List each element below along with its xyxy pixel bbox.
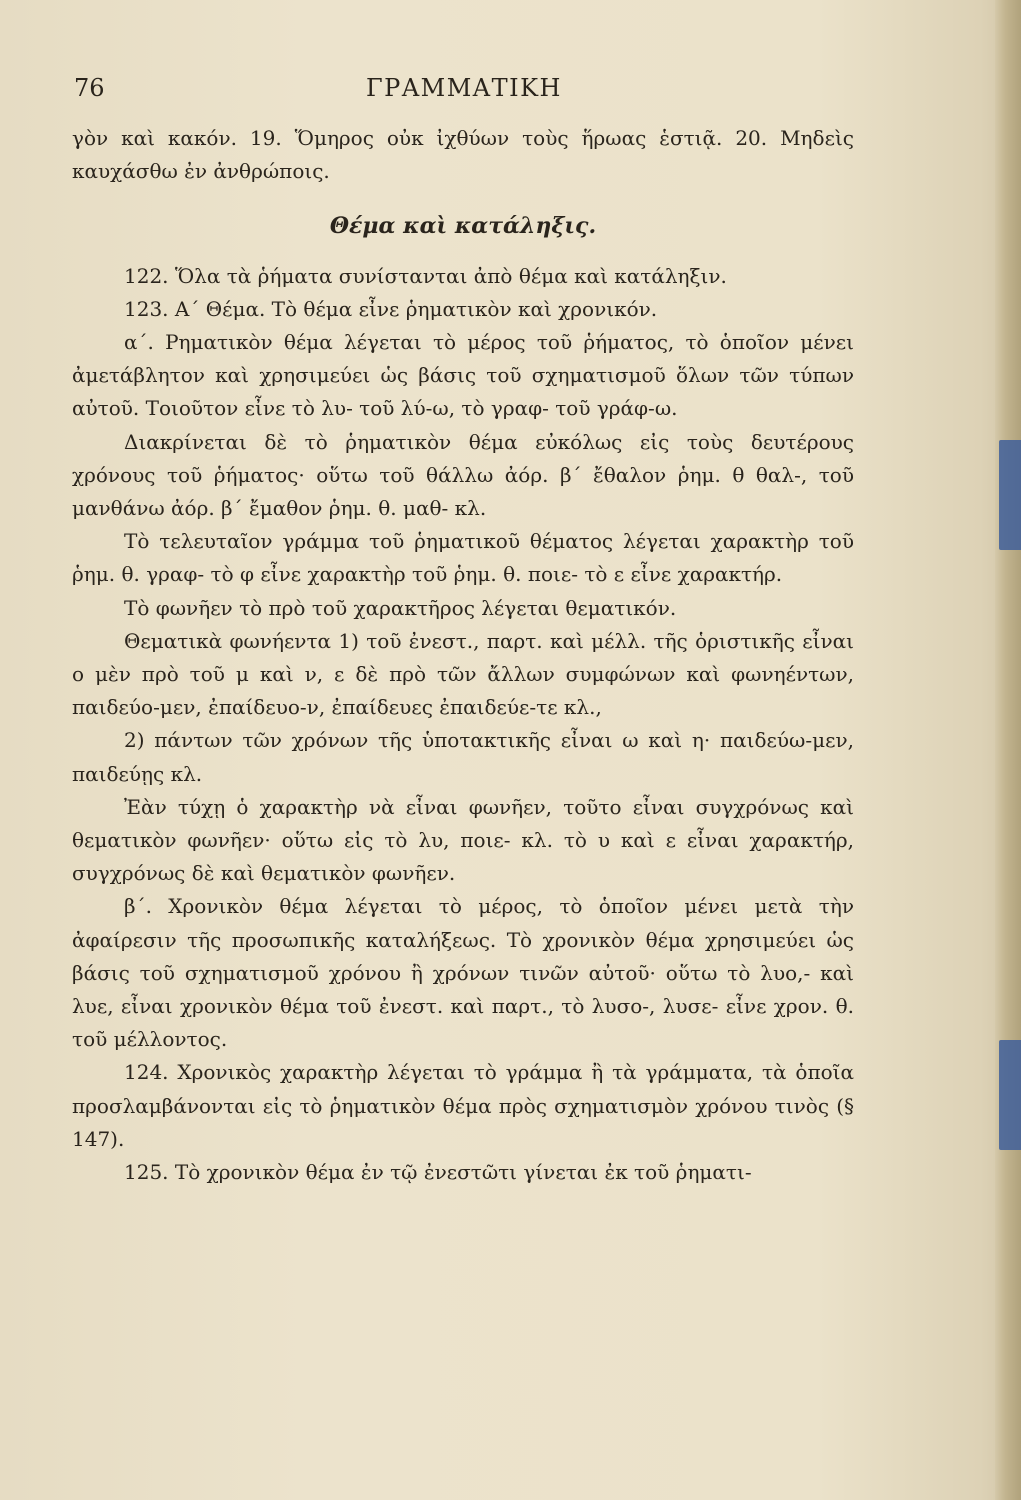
section-heading: Θέμα καὶ κατάληξις. bbox=[329, 213, 597, 240]
paragraph-vowel-character: Ἐὰν τύχῃ ὁ χαρακτὴρ νὰ εἶναι φωνῆεν, τοῦτο εἶναι συγχρόνως καὶ θεματικὸν φωνῆεν· οὕτω εἰς τὸ λυ, ποιε- κλ. τὸ υ καὶ ε εἶναι χαρακτήρ, συγχρόνως δὲ καὶ θεματικὸν φωνῆεν. bbox=[72, 794, 854, 886]
edge-tab bbox=[999, 440, 1021, 550]
page-edge bbox=[995, 0, 1021, 1500]
paragraph-124: 124. Χρονικὸς χαρακτὴρ λέγεται τὸ γράμμα ἢ τὰ γράμματα, τὰ ὁποῖα προσλαμβάνονται εἰς τὸ ῥηματικὸν θέμα πρὸς σχηματισμὸν χρόνου τινὸς (§ 147). bbox=[72, 1060, 854, 1151]
running-head: ΓΡΑΜΜΑΤΙΚΗ bbox=[366, 74, 562, 102]
page-number: 76 bbox=[74, 74, 105, 102]
paragraph-thematic-vowels-2: 2) πάντων τῶν χρόνων τῆς ὑποτακτικῆς εἶναι ω καὶ η· παιδεύω-μεν, παιδεύῃς κλ. bbox=[72, 728, 854, 786]
paragraph-125: 125. Τὸ χρονικὸν θέμα ἐν τῷ ἐνεστῶτι γίνεται ἐκ τοῦ ῥηματι- bbox=[124, 1160, 752, 1185]
paragraph-123-alpha: α΄. Ρηματικὸν θέμα λέγεται τὸ μέρος τοῦ ῥήματος, τὸ ὁποῖον μένει ἀμετάβλητον καὶ χρησιμεύει ὡς βάσις τοῦ σχηματισμοῦ ὅλων τῶν τύπων αὐτοῦ. Τοιοῦτον εἶνε τὸ λυ- τοῦ λύ-ω, τὸ γραφ- τοῦ γράφ-ω. bbox=[72, 330, 854, 421]
paragraph-thematic: Τὸ φωνῆεν τὸ πρὸ τοῦ χαρακτῆρος λέγεται θεματικόν. bbox=[124, 595, 677, 620]
paragraph-122: 122. Ὅλα τὰ ῥήματα συνίστανται ἀπὸ θέμα καὶ κατάληξιν. bbox=[124, 263, 727, 288]
paragraph-123: 123. Α΄ Θέμα. Τὸ θέμα εἶνε ῥηματικὸν καὶ χρονικόν. bbox=[124, 296, 658, 321]
paragraph-distinguish: Διακρίνεται δὲ τὸ ῥηματικὸν θέμα εὐκόλως εἰς τοὺς δευτέρους χρόνους τοῦ ῥήματος· οὕτω τοῦ θάλλω ἀόρ. β΄ ἔθαλον ῥημ. θ θαλ-, τοῦ μανθάνω ἀόρ. β΄ ἔμαθον ῥημ. θ. μαθ- κλ. bbox=[72, 429, 854, 521]
page-header bbox=[74, 74, 854, 114]
paragraph-thematic-vowels-1: Θεματικὰ φωνήεντα 1) τοῦ ἐνεστ., παρτ. καὶ μέλλ. τῆς ὁριστικῆς εἶναι ο μὲν πρὸ τοῦ μ καὶ ν, ε δὲ πρὸ τῶν ἄλλων συμφώνων καὶ φωνηέντων, παιδεύο-μεν, ἐπαίδευο-ν, ἐπαίδευες ἐπαιδεύε-τε κλ., bbox=[72, 628, 854, 720]
edge-tab bbox=[999, 1040, 1021, 1150]
paragraph-123-beta: β΄. Χρονικὸν θέμα λέγεται τὸ μέρος, τὸ ὁποῖον μένει μετὰ τὴν ἀφαίρεσιν τῆς προσωπικῆς καταλήξεως. Τὸ χρονικὸν θέμα χρησιμεύει ὡς βάσις τοῦ σχηματισμοῦ χρόνου ἢ χρόνων τινῶν αὐτοῦ· οὕτω τὸ λυο,- καὶ λυε, εἶναι χρονικὸν θέμα τοῦ ἐνεστ. καὶ παρτ., τὸ λυσο-, λυσε- εἶνε χρον. θ. τοῦ μέλλοντος. bbox=[72, 894, 854, 1052]
paragraph-character: Τὸ τελευταῖον γράμμα τοῦ ῥηματικοῦ θέματος λέγεται χαρακτὴρ τοῦ ῥημ. θ. γραφ- τὸ φ εἶνε χαρακτὴρ τοῦ ῥημ. θ. ποιε- τὸ ε εἶνε χαρακτήρ. bbox=[72, 529, 854, 587]
paragraph-continuation: γὸν καὶ κακόν. 19. Ὅμηρος οὐκ ἰχθύων τοὺς ἥρωας ἑστιᾷ. 20. Μηδεὶς καυχάσθω ἐν ἀνθρώποις. bbox=[72, 126, 854, 184]
page-body bbox=[72, 122, 854, 1189]
